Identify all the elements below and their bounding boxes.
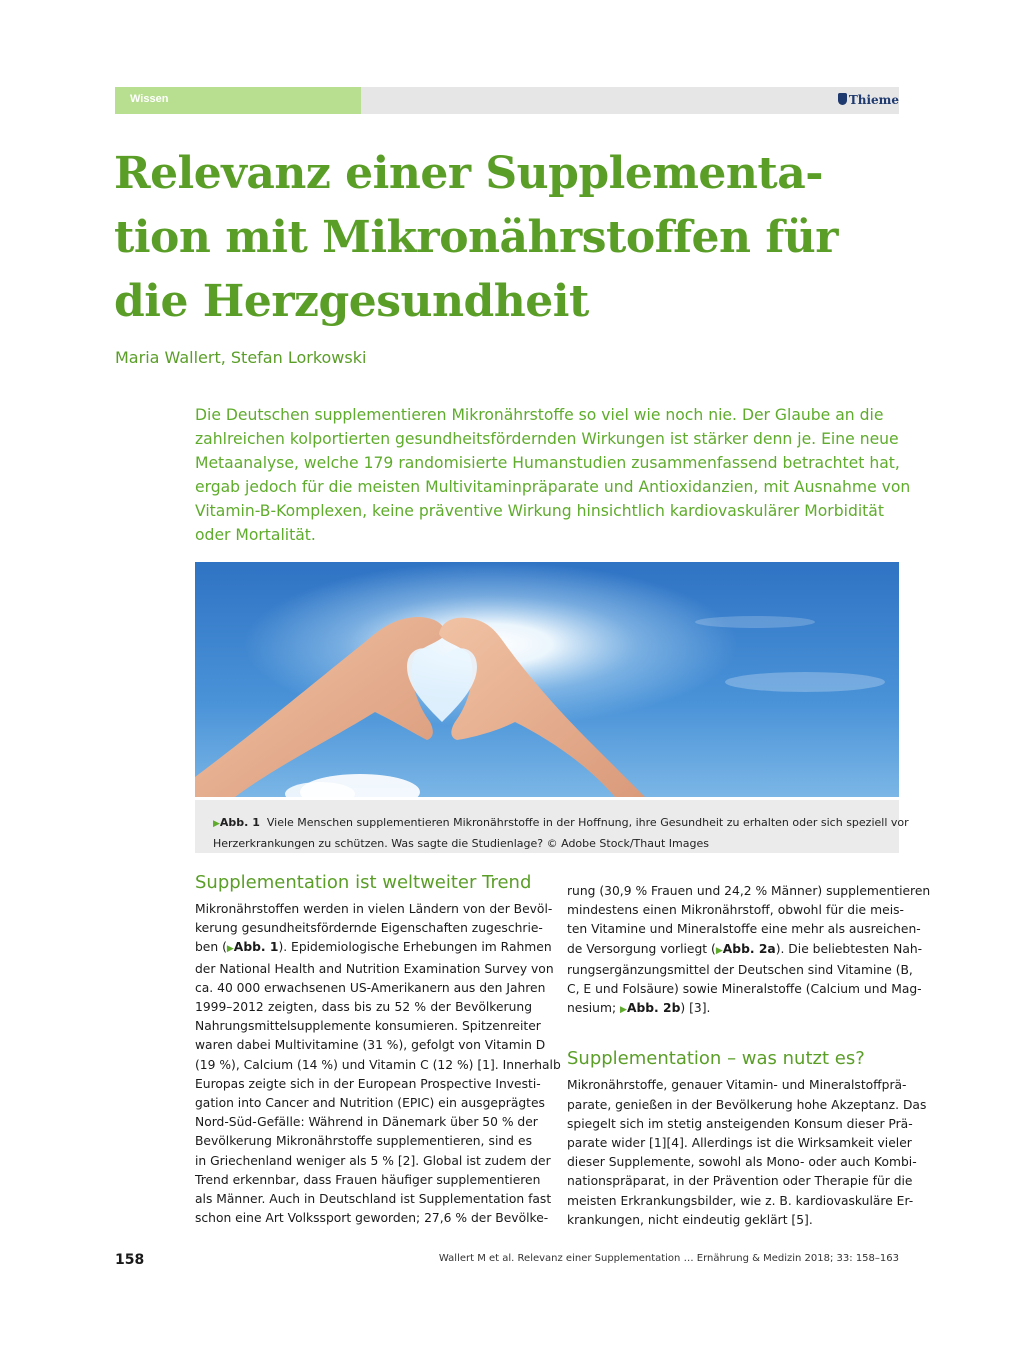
- publisher-logo: [838, 87, 899, 114]
- figure-caption: [195, 800, 909, 853]
- text-fragment: ) [3].: [680, 1001, 711, 1016]
- abstract: [195, 403, 911, 547]
- text-line: schon eine Art Volkssport geworden; 27,6 % der Bevölke-: [195, 1211, 549, 1226]
- text-line: der National Health and Nutrition Examination Survey von: [195, 961, 554, 976]
- paragraph: [195, 900, 561, 1228]
- text-fragment: de Versorgung vorliegt (: [567, 941, 716, 956]
- text-fragment: ben (: [195, 940, 227, 955]
- figure-heart-hands-photo: [195, 562, 899, 797]
- abstract-line: Die Deutschen supplementieren Mikronährstoffe so viel wie noch nie. Der Glaube an die: [195, 406, 884, 424]
- figure-reference-link[interactable]: Abb. 2a: [722, 941, 776, 956]
- publisher-name: Thieme: [848, 93, 899, 107]
- text-line: gation into Cancer and Nutrition (EPIC) ein ausgeprägtes: [195, 1096, 545, 1111]
- text-line: nationspräparat, in der Prävention oder Therapie für die: [567, 1174, 913, 1189]
- page-number: 158: [115, 1252, 145, 1268]
- text-line: waren dabei Multivitamine (31 %), gefolgt von Vitamin D: [195, 1038, 546, 1053]
- text-column-right: [567, 882, 931, 1230]
- abstract-line: ergab jedoch für die meisten Multivitaminpräparate und Antioxidanzien, mit Ausnahme von: [195, 478, 911, 496]
- text-line: [567, 999, 904, 1020]
- text-line: in Griechenland weniger als 5 % [2]. Global ist zudem der: [195, 1153, 551, 1168]
- text-line: Trend erkennbar, dass Frauen häufiger supplementieren: [195, 1172, 541, 1187]
- text-line: Mikronährstoffen werden in vielen Ländern von der Bevöl-: [195, 902, 553, 916]
- triangle-arrow-icon: ▶: [213, 819, 220, 829]
- text-line: Nord-Süd-Gefälle: Während in Dänemark über 50 % der: [195, 1115, 538, 1130]
- text-line: rung (30,9 % Frauen und 24,2 % Männer) supplementieren: [567, 884, 931, 898]
- paragraph: [567, 882, 931, 1020]
- figure-label: Abb. 1: [219, 816, 260, 829]
- text-line: Nahrungsmittelsupplemente konsumieren. Spitzenreiter: [195, 1019, 541, 1034]
- text-line: Bevölkerung Mikronährstoffe supplementieren, sind es: [195, 1134, 532, 1149]
- text-line: [567, 940, 923, 961]
- text-line: Mikronährstoffe, genauer Vitamin- und Mineralstoffprä-: [567, 1078, 907, 1093]
- text-line: 1999–2012 zeigten, dass bis zu 52 % der Bevölkerung: [195, 1000, 532, 1015]
- text-line: ten Vitamine und Mineralstoffe eine mehr als ausreichen-: [567, 922, 921, 937]
- text-line: meisten Erkrankungsbilder, wie z. B. kardiovaskuläre Er-: [567, 1193, 914, 1208]
- text-fragment: nesium;: [567, 1001, 621, 1016]
- text-fragment: ). Epidemiologische Erhebungen im Rahmen: [278, 940, 552, 955]
- text-line: ca. 40 000 erwachsenen US-Amerikanern aus den Jahren: [195, 980, 546, 995]
- text-line: (19 %), Calcium (14 %) und Vitamin C (12 %) [1]. Innerhalb: [195, 1057, 561, 1072]
- text-line: parate wider [1][4]. Allerdings ist die Wirksamkeit vieler: [567, 1136, 912, 1151]
- abstract-line: Metaanalyse, welche 179 randomisierte Humanstudien zusammenfassend betrachtet hat,: [195, 454, 900, 472]
- abstract-line: oder Mortalität.: [195, 526, 316, 544]
- text-fragment: ). Die beliebtesten Nah-: [775, 941, 923, 956]
- section-heading: Supplementation – was nutzt es?: [567, 1048, 865, 1070]
- abstract-line: zahlreichen kolportierten gesundheitsfördernden Wirkungen ist stärker denn je. Eine neue: [195, 430, 899, 448]
- paragraph: [567, 1076, 927, 1230]
- section-tag: Wissen: [115, 87, 361, 114]
- article-title: [114, 142, 904, 334]
- heart-hands-illustration: [195, 562, 899, 797]
- text-line: Europas zeigte sich in der European Prospective Investi-: [195, 1076, 541, 1091]
- thieme-shield-icon: [838, 93, 847, 105]
- caption-line: [213, 813, 909, 834]
- section-heading: Supplementation ist weltweiter Trend: [195, 872, 532, 893]
- triangle-arrow-icon: ▶: [715, 945, 723, 956]
- text-line: als Männer. Auch in Deutschland ist Supplementation fast: [195, 1192, 552, 1207]
- caption-line: Herzerkrankungen zu schützen. Was sagte die Studienlage? © Adobe Stock/Thaut Images: [213, 837, 709, 850]
- authors: Maria Wallert, Stefan Lorkowski: [115, 348, 367, 367]
- text-line: dieser Supplemente, sowohl als Mono- oder auch Kombi-: [567, 1155, 917, 1170]
- text-line: krankungen, nicht eindeutig geklärt [5].: [567, 1212, 813, 1227]
- title-line: die Herzgesundheit: [114, 276, 589, 327]
- text-line: kerung gesundheitsfördernde Eigenschaften zugeschrie-: [195, 921, 543, 936]
- text-line: spiegelt sich im stetig ansteigenden Konsum dieser Prä-: [567, 1116, 913, 1131]
- title-line: Relevanz einer Supplementa-: [114, 148, 823, 199]
- text-line: mindestens einen Mikronährstoff, obwohl für die meis-: [567, 903, 904, 918]
- text-column-left: [195, 872, 561, 1228]
- title-line: tion mit Mikronährstoffen für: [114, 212, 838, 263]
- footer-citation: Wallert M et al. Relevanz einer Supplementation … Ernährung & Medizin 2018; 33: 158–163: [438, 1253, 899, 1264]
- figure-reference-link[interactable]: Abb. 1: [233, 940, 279, 955]
- caption-text: Viele Menschen supplementieren Mikronährstoffe in der Hoffnung, ihre Gesundheit zu erhalten oder sich speziell vor: [266, 816, 909, 829]
- text-line: C, E und Folsäure) sowie Mineralstoffe (Calcium und Mag-: [567, 982, 922, 997]
- abstract-line: Vitamin-B-Komplexen, keine präventive Wirkung hinsichtlich kardiovaskulärer Morbidität: [195, 502, 884, 520]
- text-line: rungsergänzungsmittel der Deutschen sind Vitamine (B,: [567, 962, 913, 977]
- text-line: [195, 938, 552, 959]
- text-line: parate, genießen in der Bevölkerung hohe Akzeptanz. Das: [567, 1097, 927, 1112]
- triangle-arrow-icon: ▶: [620, 1005, 627, 1016]
- triangle-arrow-icon: ▶: [226, 944, 234, 955]
- figure-reference-link[interactable]: Abb. 2b: [626, 1001, 681, 1016]
